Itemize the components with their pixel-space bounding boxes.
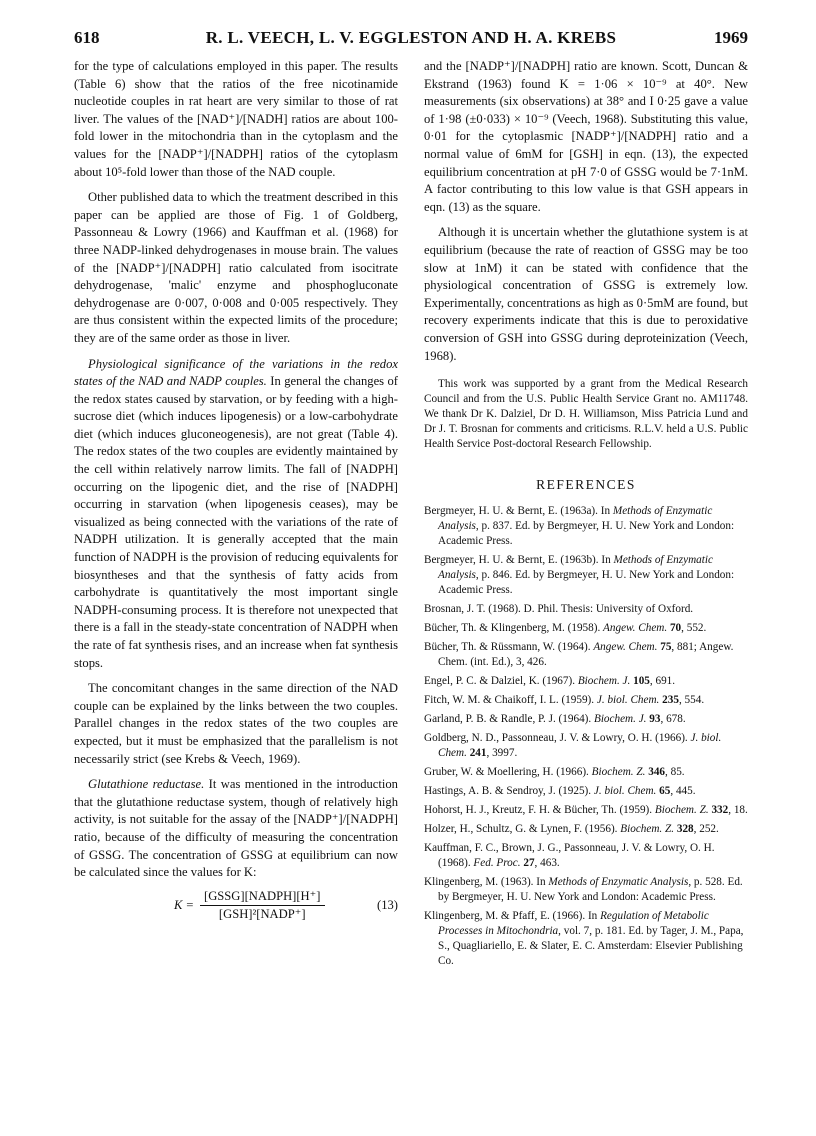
reference-source: Biochem. Z. xyxy=(620,822,675,835)
reference-details: , 678. xyxy=(660,712,686,725)
reference-authors: Goldberg, N. D., Passonneau, J. V. & Lowry, O. H. (1966). xyxy=(424,731,691,744)
reference-authors: Garland, P. B. & Randle, P. J. (1964). xyxy=(424,712,594,725)
reference-source: Regulation of Metabolic Processes in Mitochondria xyxy=(438,909,709,937)
reference-authors: Bücher, Th. & Klingenberg, M. (1958). xyxy=(424,621,604,634)
reference-volume: 235 xyxy=(659,693,679,706)
reference-authors: Bergmeyer, H. U. & Bernt, E. (1963b). In xyxy=(424,553,614,566)
reference-authors: Hohorst, H. J., Kreutz, F. H. & Bücher, Th. (1959). xyxy=(424,803,655,816)
reference-entry xyxy=(424,621,748,636)
equation-denominator: [GSH]²[NADP⁺] xyxy=(218,907,306,922)
reference-source: Methods of Enzymatic Analysis xyxy=(438,553,713,581)
section-heading: Physiological significance of the variations in the redox states of the NAD and NADP couples. xyxy=(74,356,398,389)
right-column xyxy=(424,58,748,973)
paragraph: and the [NADP⁺]/[NADPH] ratio are known. Scott, Duncan & Ekstrand (1963) found K = 1·06 × 10⁻⁹ at 40°. New measurements (six observations) at 38° and I 0·25 gave a value of 1·98 (±0·033) × 10⁻⁹ (Veech, 1968). Substituting this value, 0·01 for the cytoplasmic [NADP⁺]/[NADPH] ratio and a normal value of 6mM for [GSH] in eqn. (13), the expected equilibrium concentration at pH 7·0 of GSSG would be 7·1nM. A factor contributing to this low value is that GSH appears in eqn. (13) as the square. xyxy=(424,59,748,214)
paragraph: for the type of calculations employed in this paper. The results (Table 6) show that the ratios of the free nicotinamide nucleotide couples in rat heart are very similar to those of rat liver. The values of the [NAD⁺]/[NADH] ratios are about 100-fold lower in the mitochondria than in the cytoplasm and the values for the [NADP⁺]/[NADPH] ratios of the cytoplasm about 10⁵-fold lower than those of the NAD couple. xyxy=(74,59,398,179)
reference-volume: 346 xyxy=(645,765,665,778)
reference-details: , 881; Angew. Chem. (int. Ed.), 3, 426. xyxy=(438,640,734,668)
reference-entry xyxy=(424,674,748,689)
reference-entry xyxy=(424,504,748,549)
header-year: 1969 xyxy=(714,28,748,47)
reference-details: , 3997. xyxy=(486,746,518,759)
reference-entry xyxy=(424,841,748,871)
reference-source: Biochem. Z. xyxy=(591,765,646,778)
reference-source: Angew. Chem. xyxy=(593,640,658,653)
header-authors: R. L. VEECH, L. V. EGGLESTON AND H. A. KREBS xyxy=(205,28,617,47)
reference-authors: Klingenberg, M. (1963). In xyxy=(424,875,549,888)
reference-source: Biochem. J. xyxy=(593,712,647,725)
section-heading: Glutathione reductase. xyxy=(88,777,205,792)
paragraph-text: It was mentioned in the introduction that the glutathione reductase system, though of relatively high activity, is not suitable for the assay of the [NADP⁺]/[NADPH] ratio, because of the difficulty of measuring the concentration of GSSG. The concentration of GSSG at equilibrium can now be calculated since the values for K: xyxy=(74,777,398,880)
equation-fraction xyxy=(200,888,325,924)
running-header xyxy=(74,28,748,54)
reference-entry xyxy=(424,784,748,799)
reference-source: J. biol. Chem. xyxy=(438,731,722,759)
paragraph-text: In general the changes of the redox states caused by starvation, or by feeding with a high-sucrose diet (which induces lipogenesis) or a low-carbohydrate diet (which induces gluconeogenesis), are not great (Table 4). The redox states of the two couples are evidently maintained by the cell within relatively narrow limits. The fall of [NADPH] occurring on the lipogenic diet, and the rise of [NADPH] occurring in starvation (when lipogenesis ceases), may be visualized as being connected with the variations of the rate of NADPH utilization. It is generally accepted that the main function of NADPH is the provision of reducing equivalents for biosyntheses and that the synthesis of fatty acids from carbohydrate is quantitatively the most important single NADPH-consuming process. It is therefore not unexpected that there is a fall in the steady-state concentration of NADPH when the rate of fat synthesis rises, and an increase when fat synthesis stops. xyxy=(74,374,399,670)
reference-entry xyxy=(424,765,748,780)
reference-authors: Klingenberg, M. & Pfaff, E. (1966). In xyxy=(424,909,601,922)
reference-authors: Bergmeyer, H. U. & Bernt, E. (1963a). In xyxy=(424,504,613,517)
reference-entry xyxy=(424,553,748,598)
reference-entry xyxy=(424,640,748,670)
reference-details: , p. 837. Ed. by Bergmeyer, H. U. New York and London: Academic Press. xyxy=(438,519,735,547)
reference-volume: 75 xyxy=(657,640,672,653)
reference-entry xyxy=(424,712,748,727)
equation-number: (13) xyxy=(377,898,398,913)
reference-details: , vol. 7, p. 181. Ed. by Tager, J. M., Papa, S., Quagliariello, E. & Slater, E. C. Amsterdam: Elsevier Publishing Co. xyxy=(438,924,744,967)
reference-volume: 332 xyxy=(708,803,729,816)
reference-details: , 691. xyxy=(649,674,676,687)
reference-authors: Gruber, W. & Moellering, H. (1966). xyxy=(424,765,592,778)
reference-source: Methods of Enzymatic Analysis xyxy=(438,504,713,532)
reference-list xyxy=(424,504,748,969)
reference-volume: 93 xyxy=(646,712,661,725)
paragraph: Other published data to which the treatment described in this paper can be applied are those of Fig. 1 of Goldberg, Passonneau & Lowry (1966) and Kauffman et al. (1968) for three NADP-linked dehydrogenases in mouse brain. The values of the [NADP⁺]/[NADPH] ratio calculated from isocitrate dehydrogenase, 'malic' enzyme and phosphogluconate dehydrogenase are 0·007, 0·008 and 0·005 respectively. They are thus consistent within the expected limits of the procedure; they are of the same order as those in liver. xyxy=(74,190,398,345)
reference-authors: Hastings, A. B. & Sendroy, J. (1925). xyxy=(424,784,594,797)
reference-details: , 252. xyxy=(693,822,719,835)
paragraph: The concomitant changes in the same direction of the NAD couple can be explained by the links between the two couples. Parallel changes in the redox states of the two couples are expected, but it must be emphasized that the parallelism is not necessarily strict (see Krebs & Veech, 1969). xyxy=(74,681,398,766)
acknowledgement-text: This work was supported by a grant from the Medical Research Council and from the U.S. Public Health Service Grant no. AM11748. We thank Dr K. Dalziel, Dr D. H. Williamson, Miss Patricia Lund and Dr J. T. Brosnan for comments and criticisms. R.L.V. held a U.S. Public Health Service Post-doctoral Research Fellowship. xyxy=(424,378,748,451)
reference-authors: Fitch, W. M. & Chaikoff, I. L. (1959). xyxy=(424,693,597,706)
reference-details: , 463. xyxy=(534,856,560,869)
reference-source: J. biol. Chem. xyxy=(596,693,660,706)
reference-entry xyxy=(424,602,748,617)
reference-source: Biochem. Z. xyxy=(654,803,709,816)
reference-authors: Holzer, H., Schultz, G. & Lynen, F. (1956). xyxy=(424,822,621,835)
references-heading: REFERENCES xyxy=(536,477,636,493)
reference-entry xyxy=(424,803,748,818)
paragraph: Although it is uncertain whether the glutathione system is at equilibrium (because the rate of reaction of GSSG may be too slow at 1nM) it can be stated with confidence that the physiological concentration of GSSG is extremely low. Experimentally, concentrations as high as 0·5mM are found, but recovery experiments indicate that this is due to peroxidative conversion of GSH into GSSG during deproteinization (Veech, 1968). xyxy=(424,225,748,363)
reference-details: , 552. xyxy=(681,621,707,634)
reference-entry xyxy=(424,875,748,905)
equation-13 xyxy=(74,888,398,924)
equation-lhs: K = xyxy=(173,898,194,913)
reference-details: , 554. xyxy=(678,693,705,706)
reference-volume: 70 xyxy=(667,621,682,634)
reference-details: , p. 528. Ed. by Bergmeyer, H. U. New York and London: Academic Press. xyxy=(438,875,743,903)
reference-volume: 27 xyxy=(520,856,535,869)
reference-entry xyxy=(424,731,748,761)
paragraph xyxy=(74,776,398,882)
reference-details: , 445. xyxy=(670,784,696,797)
reference-authors: Kauffman, F. C., Brown, J. G., Passonneau, J. V. & Lowry, O. H. (1968). xyxy=(424,841,715,869)
equation-numerator: [GSSG][NADPH][H⁺] xyxy=(200,888,325,907)
reference-volume: 105 xyxy=(630,674,650,687)
reference-source: Fed. Proc. xyxy=(473,856,521,869)
reference-details: , 18. xyxy=(728,803,748,816)
reference-details: , 85. xyxy=(665,765,685,778)
reference-source: J. biol. Chem. xyxy=(593,784,657,797)
reference-volume: 65 xyxy=(656,784,671,797)
paragraph xyxy=(74,356,398,673)
reference-entry xyxy=(424,693,748,708)
reference-source: Methods of Enzymatic Analysis xyxy=(548,875,689,888)
reference-authors: Bücher, Th. & Rüssmann, W. (1964). xyxy=(424,640,594,653)
reference-volume: 241 xyxy=(466,746,487,759)
reference-entry xyxy=(424,822,748,837)
reference-source: Angew. Chem. xyxy=(603,621,668,634)
reference-authors: Engel, P. C. & Dalziel, K. (1967). xyxy=(424,674,578,687)
reference-source: Biochem. J. xyxy=(577,674,631,687)
page-number: 618 xyxy=(74,28,100,47)
left-column xyxy=(74,58,398,924)
reference-authors: Brosnan, J. T. (1968). D. Phil. Thesis: University of Oxford. xyxy=(424,602,694,615)
reference-details: , p. 846. Ed. by Bergmeyer, H. U. New York and London: Academic Press. xyxy=(438,568,735,596)
acknowledgement xyxy=(424,377,748,452)
reference-volume: 328 xyxy=(674,822,694,835)
reference-entry xyxy=(424,909,748,969)
